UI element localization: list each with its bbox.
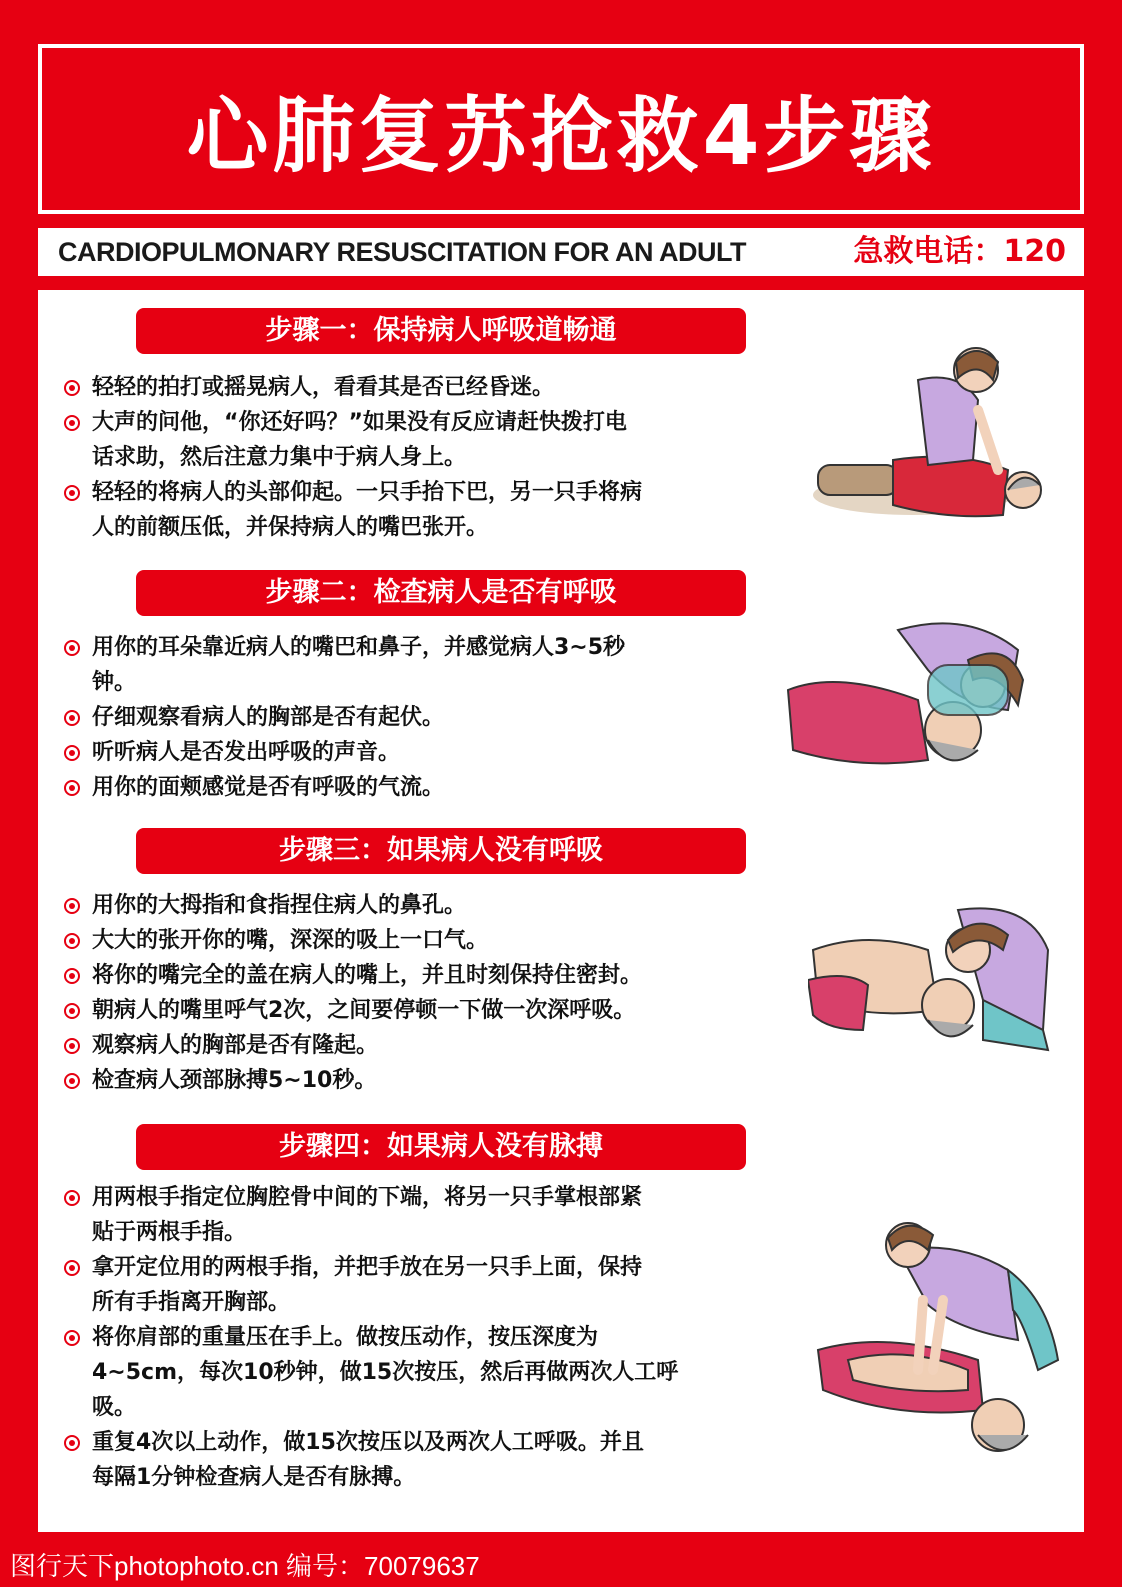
step-4-list bbox=[64, 1180, 804, 1495]
bullet-icon bbox=[64, 485, 80, 501]
list-item: 大大的张开你的嘴，深深的吸上一口气。 bbox=[64, 923, 804, 958]
watermark-strip bbox=[0, 1538, 1122, 1587]
title-banner bbox=[54, 58, 1068, 200]
step-2-list bbox=[64, 630, 804, 805]
list-item: 拿开定位用的两根手指，并把手放在另一只手上面，保持 所有手指离开胸部。 bbox=[64, 1250, 804, 1320]
page-title: 心肺复苏抢救4步骤 bbox=[186, 88, 936, 184]
bullet-icon bbox=[64, 640, 80, 656]
bullet-icon bbox=[64, 415, 80, 431]
bullet-icon bbox=[64, 1260, 80, 1276]
watermark-text: 图行天下photophoto.cn 编号：70079637 bbox=[10, 1551, 480, 1581]
bullet-icon bbox=[64, 1435, 80, 1451]
list-item: 重复4次以上动作，做15次按压以及两次人工呼吸。并且 每隔1分钟检查病人是否有脉搏。 bbox=[64, 1425, 804, 1495]
bullet-icon bbox=[64, 780, 80, 796]
step-1-list bbox=[64, 370, 804, 545]
list-item: 大声的问他，“你还好吗？”如果没有反应请赶快拨打电 话求助，然后注意力集中于病人身上。 bbox=[64, 405, 804, 475]
list-item: 观察病人的胸部是否有隆起。 bbox=[64, 1028, 804, 1063]
subtitle-bar bbox=[38, 228, 1084, 276]
step-2-illustration bbox=[778, 610, 1038, 790]
step-1-illustration bbox=[808, 340, 1048, 540]
step-4-illustration bbox=[808, 1210, 1078, 1470]
step-1-header: 步骤一：保持病人呼吸道畅通 bbox=[136, 308, 746, 354]
list-item: 用你的耳朵靠近病人的嘴巴和鼻子，并感觉病人3~5秒 钟。 bbox=[64, 630, 804, 700]
bullet-icon bbox=[64, 1038, 80, 1054]
list-item: 用你的面颊感觉是否有呼吸的气流。 bbox=[64, 770, 804, 805]
bullet-icon bbox=[64, 1330, 80, 1346]
list-item: 仔细观察看病人的胸部是否有起伏。 bbox=[64, 700, 804, 735]
list-item: 轻轻的拍打或摇晃病人，看看其是否已经昏迷。 bbox=[64, 370, 804, 405]
bullet-icon bbox=[64, 1073, 80, 1089]
bullet-icon bbox=[64, 898, 80, 914]
list-item: 将你的嘴完全的盖在病人的嘴上，并且时刻保持住密封。 bbox=[64, 958, 804, 993]
list-item: 轻轻的将病人的头部仰起。一只手抬下巴，另一只手将病 人的前额压低，并保持病人的嘴巴张开。 bbox=[64, 475, 804, 545]
list-item: 朝病人的嘴里呼气2次，之间要停顿一下做一次深呼吸。 bbox=[64, 993, 804, 1028]
list-item: 用你的大拇指和食指捏住病人的鼻孔。 bbox=[64, 888, 804, 923]
step-4-header: 步骤四：如果病人没有脉搏 bbox=[136, 1124, 746, 1170]
bullet-icon bbox=[64, 968, 80, 984]
bullet-icon bbox=[64, 1003, 80, 1019]
bullet-icon bbox=[64, 710, 80, 726]
step-3-illustration bbox=[808, 890, 1058, 1060]
step-2-header: 步骤二：检查病人是否有呼吸 bbox=[136, 570, 746, 616]
step-3-list bbox=[64, 888, 804, 1098]
bullet-icon bbox=[64, 380, 80, 396]
emergency-hotline: 急救电话：120 bbox=[853, 234, 1066, 269]
content-panel bbox=[38, 290, 1084, 1532]
list-item: 检查病人颈部脉搏5~10秒。 bbox=[64, 1063, 804, 1098]
list-item: 听听病人是否发出呼吸的声音。 bbox=[64, 735, 804, 770]
step-3-header: 步骤三：如果病人没有呼吸 bbox=[136, 828, 746, 874]
bullet-icon bbox=[64, 1190, 80, 1206]
list-item: 用两根手指定位胸腔骨中间的下端，将另一只手掌根部紧 贴于两根手指。 bbox=[64, 1180, 804, 1250]
bullet-icon bbox=[64, 745, 80, 761]
subtitle-english: CARDIOPULMONARY RESUSCITATION FOR AN ADULT bbox=[58, 237, 746, 267]
list-item: 将你肩部的重量压在手上。做按压动作，按压深度为 4~5cm，每次10秒钟，做15次按压，然后再做两次人工呼 吸。 bbox=[64, 1320, 804, 1425]
bullet-icon bbox=[64, 933, 80, 949]
